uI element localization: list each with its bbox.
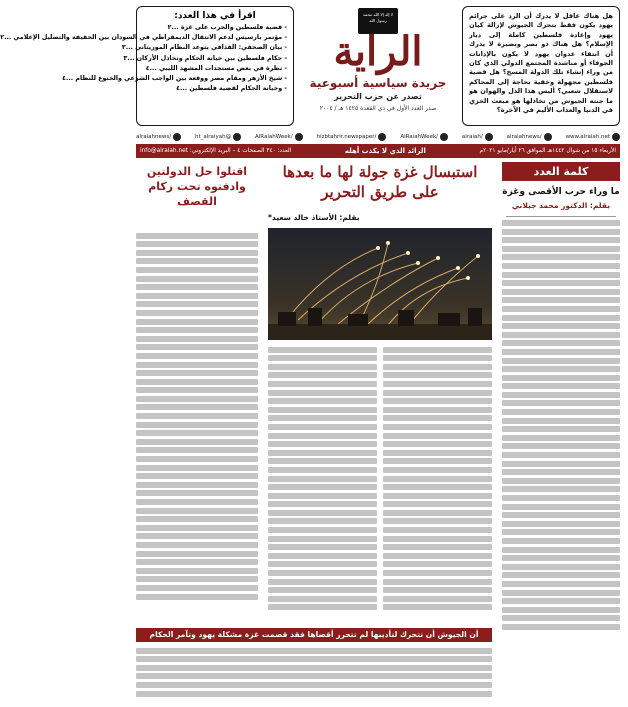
social-link[interactable] xyxy=(566,133,620,141)
issue-number: العدد: ٣٤٠ الصفحات ٤ – البريد الإلكتروني: info@alraiah.net xyxy=(140,148,292,154)
social-link[interactable] xyxy=(462,133,493,141)
twitter-icon xyxy=(440,133,448,141)
side-headline-block xyxy=(136,164,258,224)
instagram-icon xyxy=(378,133,386,141)
publisher-line: تصدر عن حزب التحرير xyxy=(334,92,422,101)
main-headline[interactable]: استبسال غزة جولة لها ما بعدها على طريق التحرير xyxy=(282,163,478,201)
slogan: الرائد الذي لا يكذب أهله xyxy=(344,147,426,155)
social-label: /alraiah xyxy=(461,133,483,140)
issue-date: الأربعاء ١٥ من شوال ١٤٤٢هـ الموافق ٢٦ أيار/مايو ٢٠٢١م xyxy=(479,148,616,154)
brand xyxy=(298,6,458,124)
social-bar xyxy=(136,130,620,143)
flag-text: لا إله إلا الله محمد رسول الله xyxy=(362,12,394,23)
photo-illustration xyxy=(268,228,492,340)
twitter-icon xyxy=(233,133,241,141)
masthead xyxy=(0,6,620,128)
contents-item[interactable]: - قضية فلسطين والحرب على غزة ...٢ xyxy=(143,23,287,33)
side-headline[interactable]: اقتلوا حل الدولتين وادفنوه تحت ركام القصف xyxy=(146,165,248,208)
bottom-headline[interactable]: أن الجيوش أن تتحرك لتأديبها لم تتحرر أقصاها فقد قصمت غزة مشكلة يهود وتآمر الحكام xyxy=(136,628,492,642)
contents-item[interactable]: - حكام فلسطين بين خيانة الحكام وتخاذل الأركان ...٣ xyxy=(143,54,287,64)
editorial-author: بقلم: الدكتور محمد جيلاني xyxy=(511,201,611,210)
contents-title: اقرأ في هذا العدد: xyxy=(174,11,256,21)
question-box xyxy=(462,6,620,126)
facebook-icon xyxy=(544,133,552,141)
side-article-body xyxy=(136,230,258,624)
social-label: www.alraiah.net xyxy=(565,133,610,140)
contents-item[interactable]: - وخيانة الحكام لقضية فلسطين ...٤ xyxy=(143,84,287,94)
bottom-article-body xyxy=(136,645,492,701)
issue-note: صدر العدد الأول في ذي القعدة ١٤٢٥ هـ / ٢٠٠٤ xyxy=(319,105,437,112)
youtube-icon xyxy=(295,133,303,141)
article-column xyxy=(268,344,377,624)
newspaper-logo: الراية xyxy=(333,28,423,75)
logo-subtitle: جريدة سياسية أسبوعية xyxy=(309,76,447,90)
contents-list xyxy=(0,23,293,94)
article-column xyxy=(383,344,492,624)
main-headline-block xyxy=(268,162,492,202)
social-link[interactable] xyxy=(195,133,241,141)
social-link[interactable] xyxy=(400,133,448,141)
divider xyxy=(506,216,616,217)
editorial-column xyxy=(502,162,620,700)
editorial-section-title: كلمة العدد xyxy=(502,162,620,181)
contents-item[interactable]: - شيخ الأزهر ومقام مصر ووقعة بين الواجب الشرعي والخنوع للنظام ...٤ xyxy=(143,74,287,84)
info-bar xyxy=(136,144,620,158)
social-link[interactable] xyxy=(317,133,387,141)
editorial-body xyxy=(502,220,620,630)
contents-item[interactable]: - بيان الصحفي: القذافي يتوعد النظام الموريتاني ...٣ xyxy=(143,43,287,53)
social-label: /hizbtahrir.newspaper xyxy=(316,133,377,140)
web-icon xyxy=(612,133,620,141)
news-photo xyxy=(268,228,492,340)
main-article-columns xyxy=(268,344,492,624)
contents-box xyxy=(0,6,294,126)
main-byline: بقلم: الأستاذ خالد سعيد* xyxy=(268,213,360,222)
social-link[interactable] xyxy=(136,133,181,141)
social-label: /AlRaiahWeek xyxy=(254,133,293,140)
question-box-text: هل هناك عاقل لا يدرك أن الرد على جرائم يهود يكون فقط بتحرك الجيوش لإزالة كيان يهود وإعادة فلسطين كاملة إلى ديار الإسلام؟ هل هناك ذو بصر وبصيرة لا يدرك أن انتفاء عدوان يهود لا يكون بالإدانات الجوفاء أو مناشدة المجتمع الدولي الذي كان من وراء إنشاء تلك الدولة المسخ؟ هل قضية فلسطين مجهولة وخفية بحاجة إلى المحاكم لاستقلال شعبي؟ أليس هذا الذل والهوان هو ما جنته الجيوش من تخاذلها هو مبعث الخزي في الدنيا والعذاب الأليم في الآخرة؟ xyxy=(469,12,613,115)
contents-item[interactable]: - مؤتمر بارسيس لدعم الانتقال الديمقراطي في السودان بين الحقيقة والتضليل الإعلامي ...٢ xyxy=(143,33,287,43)
social-label: @ht_alraiyah xyxy=(195,133,232,140)
telegram-icon xyxy=(485,133,493,141)
social-link[interactable] xyxy=(507,133,552,141)
social-label: /AlRaiahWeek xyxy=(400,133,438,140)
contents-item[interactable]: - نظرة في بعض مستجدات المشهد الليبي ...٤ xyxy=(143,64,287,74)
social-link[interactable] xyxy=(255,133,303,141)
social-label: /alraiahnews xyxy=(506,133,542,140)
facebook-icon xyxy=(173,133,181,141)
social-label: /alraiahnews xyxy=(136,133,172,140)
editorial-title[interactable]: ما وراء حرب الأقصى وغزة xyxy=(502,187,620,197)
